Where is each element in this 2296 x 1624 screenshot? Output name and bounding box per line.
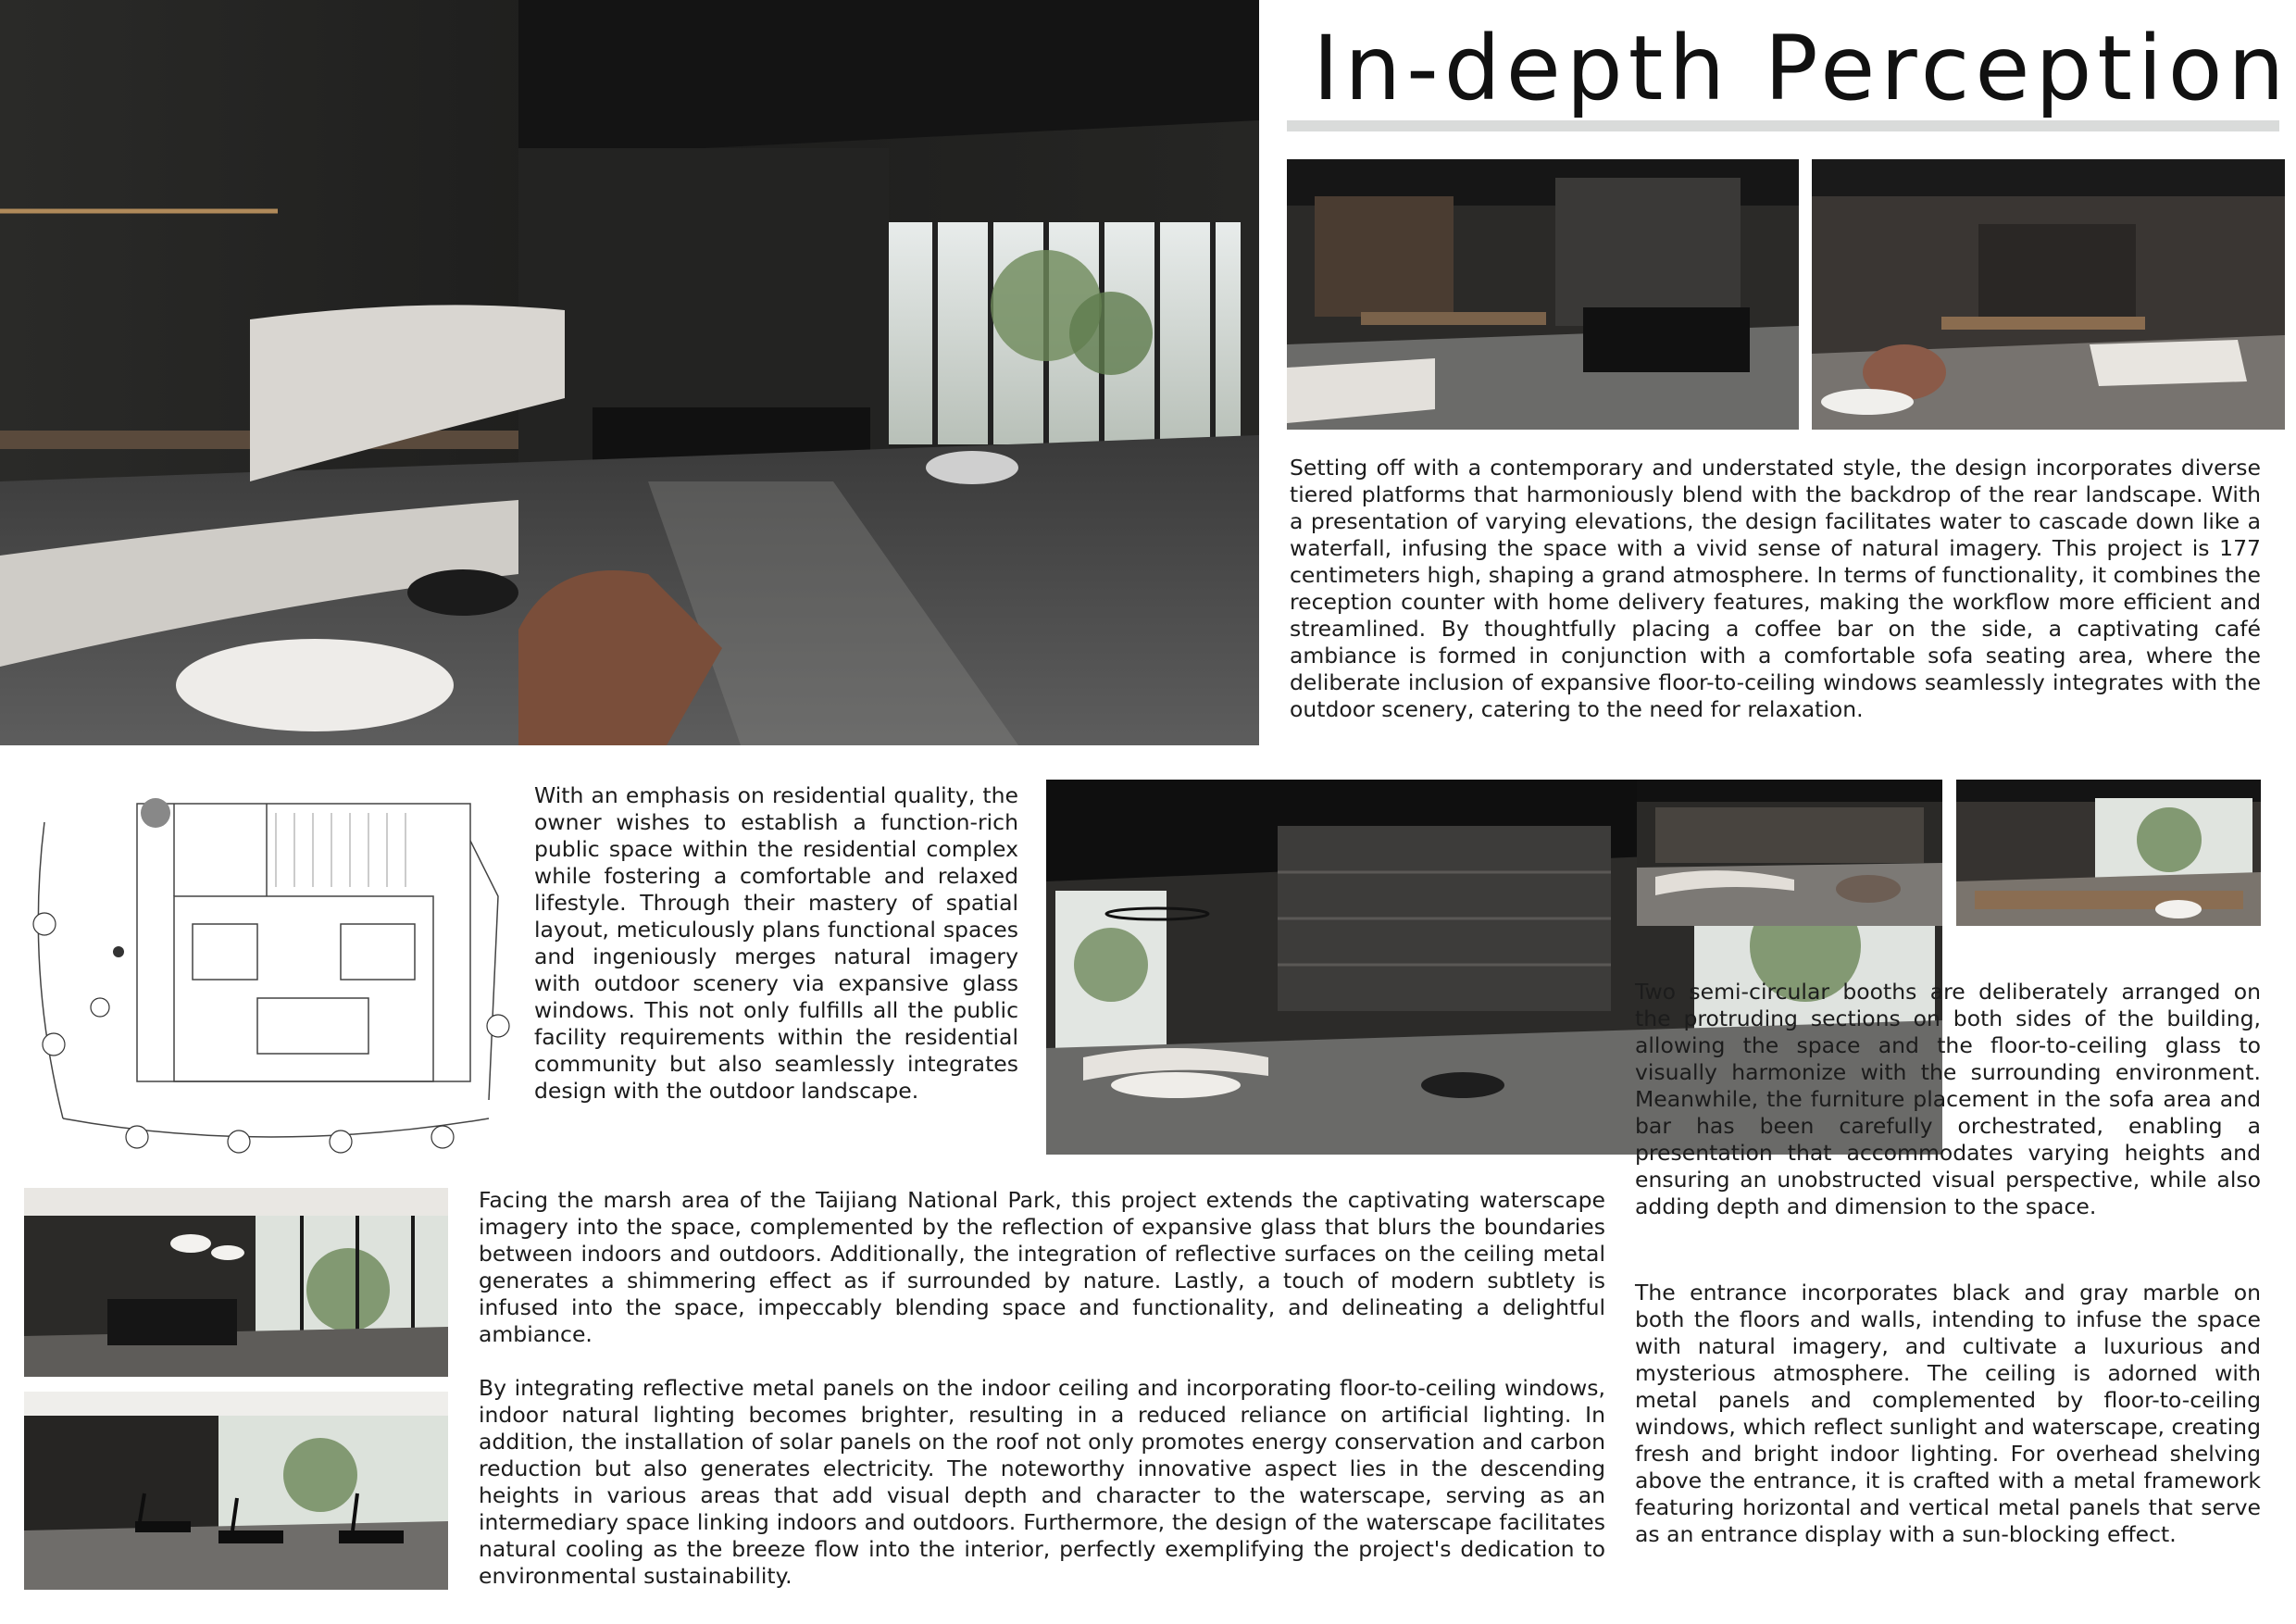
waterscape-paragraph: Facing the marsh area of the Taijiang National Park, this project extends the captivating waterscape imagery into the space, complemented by the reflection of expansive glass that blurs the boundaries between indoors and outdoors. Additionally, the integration of reflective surfaces on the ceiling metal generates a shimmering effect as if surrounded by nature. Lastly, a touch of modern subtlety is infused into the space, impeccably blending space and functionality, and delineating a delightful ambiance.: [479, 1187, 1605, 1347]
lounge-sofa-image: [1812, 159, 2285, 430]
residential-quality-paragraph: With an emphasis on residential quality, the owner wishes to establish a function-rich public space within the residential complex while fostering a comfortable and relaxed lifestyle. Through their mastery of spatial layout, meticulously plans functional spaces and ingeniously merges natural imagery with outdoor scenery via expansive glass windows. This not only fulfills all the public facility requirements within the residential community but also seamlessly integrates design with the outdoor landscape.: [534, 782, 1018, 1104]
page-title: In-depth Perception: [1313, 17, 2290, 120]
intro-paragraph: Setting off with a contemporary and understated style, the design incorporates diverse tiered platforms that harmoniously blend with the backdrop of the rear landscape. With a presentation of varying elevations, the design facilitates water to cascade down like a waterfall, infusing the space with a vivid sense of natural imagery. This project is 177 centimeters high, shaping a grand atmosphere. In terms of functionality, it combines the reception counter with home delivery features, making the workflow more efficient and streamlined. By thoughtfully placing a coffee bar on the side, a captivating café ambiance is formed in conjunction with a comfortable sofa seating area, where the deliberate inclusion of expansive floor-to-ceiling windows seamlessly integrates with the outdoor scenery, catering to the need for relaxation.: [1290, 455, 2261, 722]
title-underline: [1287, 120, 2279, 131]
sustainability-paragraph: By integrating reflective metal panels on the indoor ceiling and incorporating floor-to-ceiling windows, indoor natural lighting becomes brighter, resulting in a reduced reliance on artificial lighting. In addition, the installation of solar panels on the roof not only promotes energy conservation and carbon reduction but also generates electricity. The noteworthy innovative aspect lies in the descending heights in various areas that add visual depth and character to the waterscape, serving as an intermediary space linking indoors and outdoors. Furthermore, the design of the waterscape facilitates natural cooling as the breeze flow into the interior, perfectly exemplifying the project's dedication to environmental sustainability.: [479, 1375, 1605, 1589]
gym-image: [24, 1392, 448, 1590]
reception-counter-image: [1287, 159, 1799, 430]
entrance-paragraph: The entrance incorporates black and gray marble on both the floors and walls, intending to infuse the space with natural imagery, and cultivate a luxurious and mysterious atmosphere. The ceiling is adorned with metal panels and complemented by floor-to-ceiling windows, which reflect sunlight and waterscape, creating fresh and bright indoor lighting. For overhead shelving above the entrance, it is crafted with a metal framework featuring horizontal and vertical metal panels that serve as an entrance display with a sun-blocking effect.: [1635, 1280, 2261, 1547]
semi-circular-booth-image: [1637, 780, 1942, 926]
floor-plan-image: [26, 785, 515, 1156]
dining-area-image: [1956, 780, 2261, 926]
dining-room-image: [24, 1188, 448, 1377]
booths-paragraph: Two semi-circular booths are deliberately arranged on the protruding sections on both sides of the building, allowing the space and the floor-to-ceiling glass to visually harmonize with the surrounding environment. Meanwhile, the furniture placement in the sofa area and bar has been carefully orchestrated, enabling a presentation that accommodates varying heights and ensuring an unobstructed visual perspective, while also adding depth and dimension to the space.: [1635, 979, 2261, 1219]
hero-lobby-image: [0, 0, 1259, 745]
